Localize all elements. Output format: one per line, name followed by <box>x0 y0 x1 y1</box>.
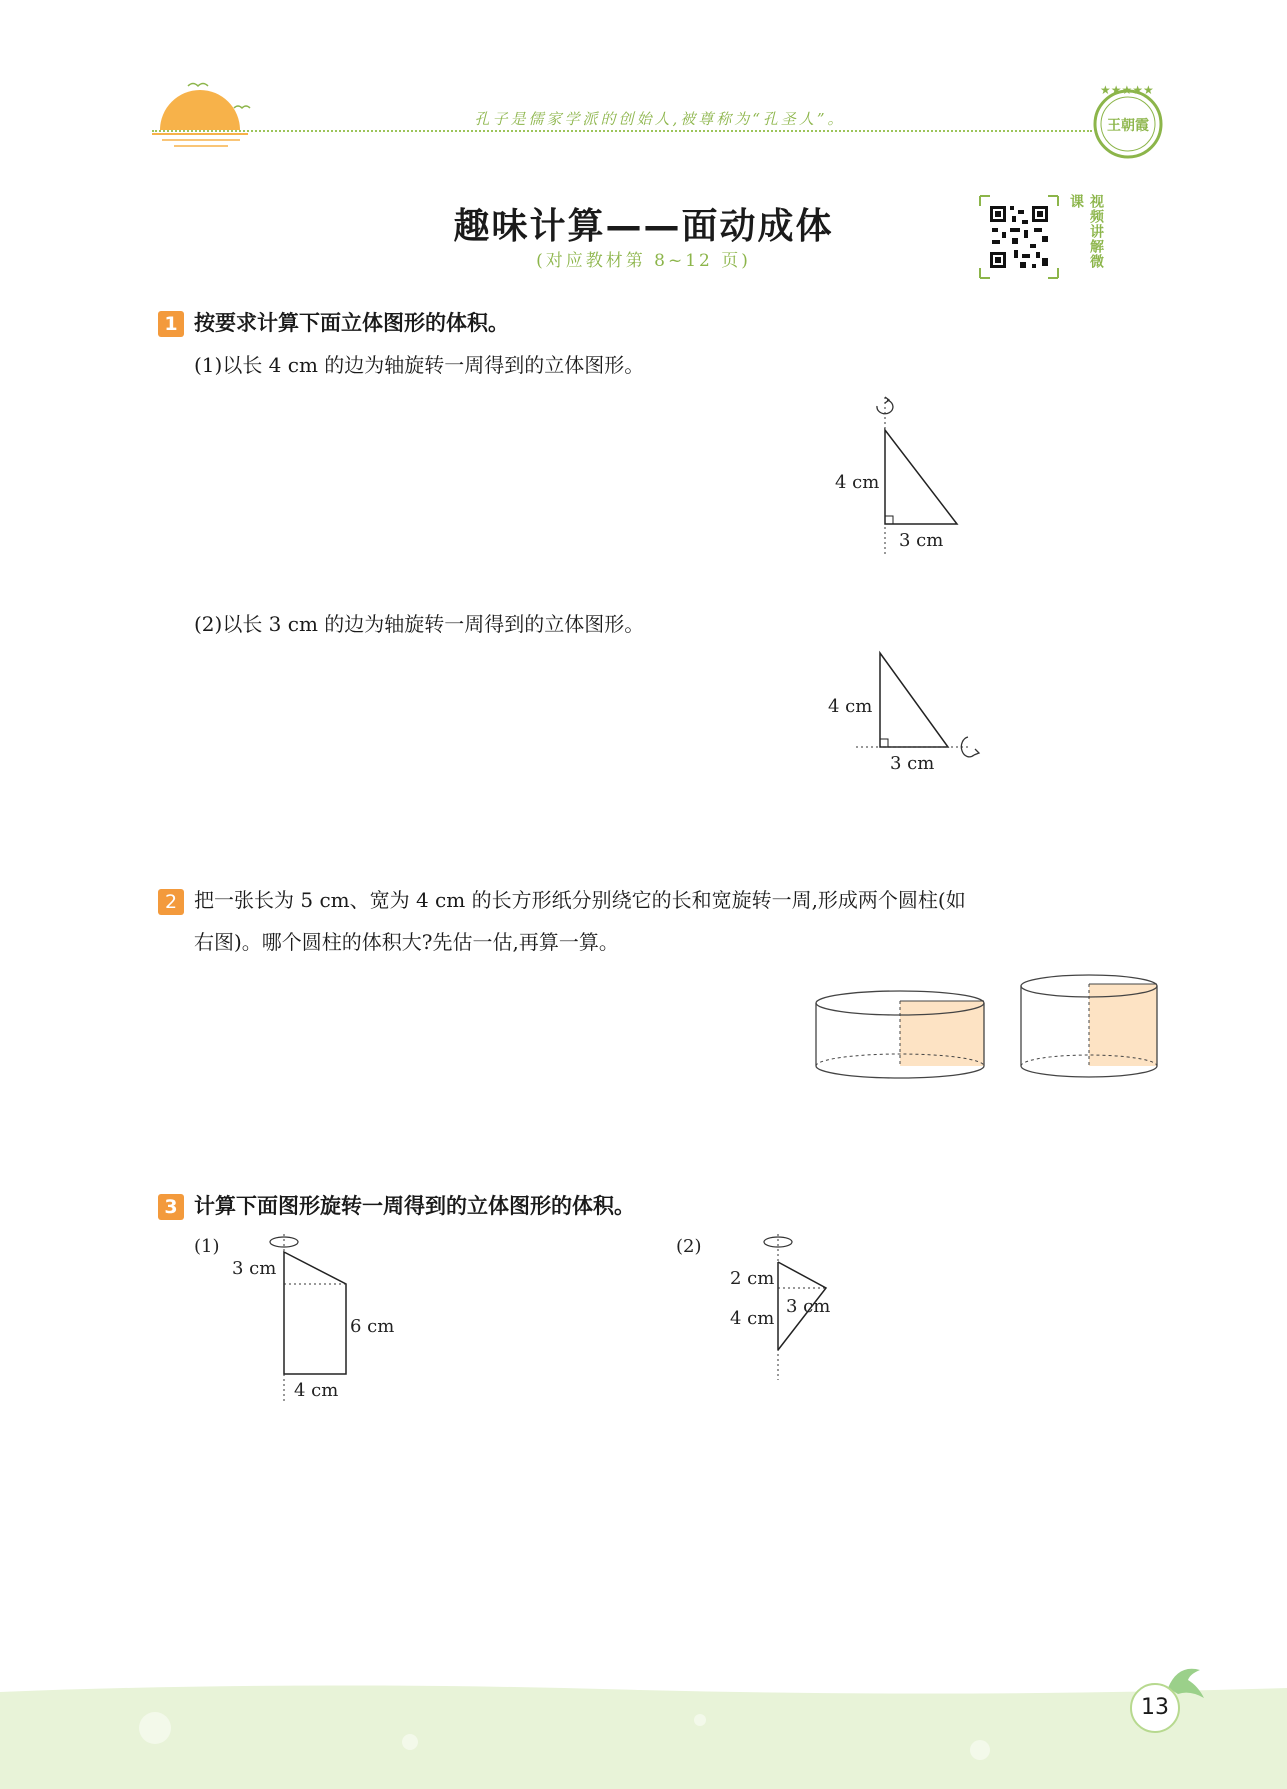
trapezoid-shape <box>284 1252 346 1374</box>
q3-heading <box>158 1190 635 1220</box>
q1-part2-text: (2)以长 3 cm 的边为轴旋转一周得到的立体图形。 <box>194 612 645 636</box>
q3-number-badge: 3 <box>158 1194 184 1220</box>
q2-line2: 右图)。哪个圆柱的体积大?先估一估,再算一算。 <box>194 930 619 954</box>
q2-number-badge: 2 <box>158 889 184 915</box>
triangle-shape <box>880 653 948 747</box>
q3-fig1-label: (1) <box>194 1236 220 1257</box>
q2-cylinders-figure <box>808 968 1173 1083</box>
q1-figure-2 <box>820 645 995 780</box>
q1-figure-1 <box>825 392 975 562</box>
page-title: 趣味计算——面动成体 <box>453 206 834 247</box>
qr-code-icon <box>978 194 1060 280</box>
page-number: 13 <box>1130 1683 1180 1733</box>
q3-fig1-side-label: 6 cm <box>350 1316 395 1337</box>
qr-label: 视频讲解微课 <box>1068 194 1104 269</box>
q3-fig2-label: (2) <box>676 1236 702 1257</box>
q3-fig1-bottom-label: 4 cm <box>294 1380 339 1401</box>
q3-heading-text: 计算下面图形旋转一周得到的立体图形的体积。 <box>194 1194 635 1218</box>
publisher-logo <box>1088 80 1168 160</box>
q3-fig2-lower-label: 4 cm <box>730 1308 775 1329</box>
q3-figure-2 <box>672 1228 872 1388</box>
q3-fig1-top-label: 3 cm <box>232 1258 277 1279</box>
cylinder-wide <box>816 991 984 1078</box>
q1-fig2-horizontal-label: 3 cm <box>890 753 935 774</box>
q1-part1-text: (1)以长 4 cm 的边为轴旋转一周得到的立体图形。 <box>194 353 645 377</box>
header-dotted-line <box>152 130 1092 132</box>
cylinder-tall <box>1021 975 1157 1077</box>
qr-code-block[interactable] <box>978 194 1104 280</box>
q2-text <box>158 879 1168 963</box>
q1-fig1-vertical-label: 4 cm <box>835 472 880 493</box>
triangle-shape <box>885 430 957 524</box>
q3-figure-1 <box>190 1228 430 1408</box>
q3-fig2-width-label: 3 cm <box>786 1296 831 1317</box>
header-motto: 孔子是儒家学派的创始人,被尊称为“孔圣人”。 <box>474 110 846 128</box>
footer-grass-background <box>0 1680 1287 1789</box>
q2-line1 <box>158 879 1168 921</box>
q2-line1-text: 把一张长为 5 cm、宽为 4 cm 的长方形纸分别绕它的长和宽旋转一周,形成两个圆柱(如 <box>194 888 966 912</box>
q1-fig1-horizontal-label: 3 cm <box>899 530 944 551</box>
q3-fig2-upper-label: 2 cm <box>730 1268 775 1289</box>
q1-heading <box>158 307 509 337</box>
q1-number-badge: 1 <box>158 311 184 337</box>
q1-fig2-vertical-label: 4 cm <box>828 696 873 717</box>
logo-text: 王朝霞 <box>1107 118 1149 134</box>
q1-heading-text: 按要求计算下面立体图形的体积。 <box>194 311 509 335</box>
paper-rectangle <box>900 1001 984 1066</box>
svg-text:★★★★★: ★★★★★ <box>1100 83 1154 97</box>
page-subtitle: (对应教材第 8~12 页) <box>536 251 751 271</box>
sunset-decoration <box>148 78 258 153</box>
